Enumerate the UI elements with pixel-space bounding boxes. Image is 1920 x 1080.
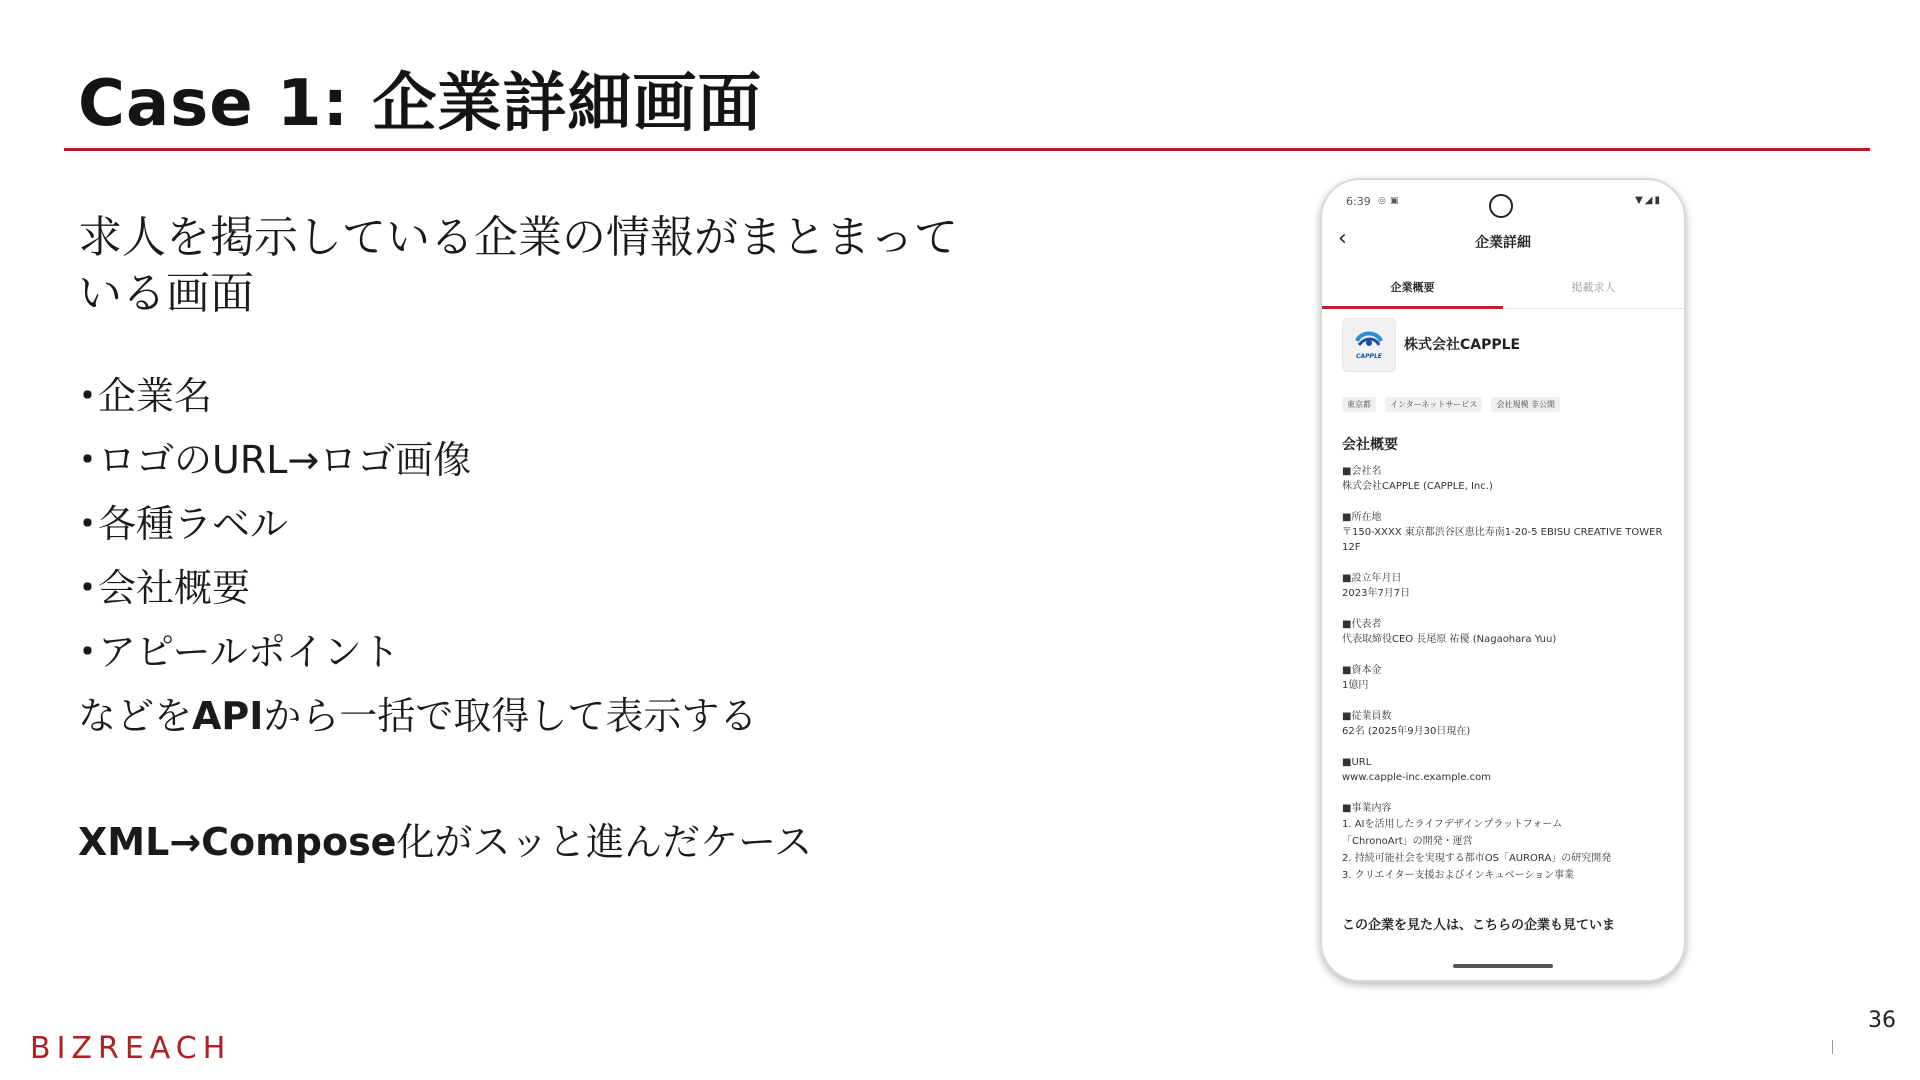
feature-item: ･アピールポイント [78,630,400,674]
label-chips [1342,392,1664,410]
detail-item: ■URL www.capple-inc.example.com [1342,755,1664,785]
feature-item: ･会社概要 [78,566,251,610]
company-header [1342,318,1664,374]
brand-logo [30,1030,280,1066]
feature-item: ･企業名 [78,374,213,418]
notification-icon: ▣ [1390,196,1399,206]
screen-title: 企業詳細 [1475,235,1531,251]
description-panel [78,210,978,874]
phone-mockup [1320,178,1686,982]
feature-list [78,364,978,684]
company-logo [1342,318,1396,372]
title-divider [64,148,1870,151]
detail-item: ■代表者 代表取締役CEO 長尾原 祐優 (Nagaohara Yuu) [1342,619,1557,645]
company-name: 株式会社CAPPLE [1404,337,1521,353]
company-content [1342,318,1664,933]
detail-item: ■会社名 株式会社CAPPLE (CAPPLE, Inc.) [1342,466,1493,492]
tab-bar [1322,272,1684,309]
camera-icon [1489,194,1513,218]
tab-overview[interactable]: 企業概要 [1322,272,1503,308]
page-number: 36 [1868,1008,1896,1033]
status-time: 6:39 [1346,195,1371,208]
status-bar [1322,180,1684,210]
detail-item: ■所在地 〒150-XXXX 東京都渋谷区恵比寿南1-20-5 EBISU CREATIVE TOWER 12F [1342,512,1663,553]
chip-label: 会社規模 非公開 [1491,397,1560,412]
company-logo-text: CAPPLE [1356,353,1382,360]
chip-label: インターネットサービス [1385,397,1482,412]
detail-item: ■従業員数 62名 (2025年9月30日現在) [1342,711,1471,737]
lead-text: 求人を掲示している企業の情報がまとまっている画面 [78,212,958,319]
feature-item: ･ロゴのURL→ロゴ画像 [78,438,472,482]
tab-jobs[interactable]: 掲載求人 [1571,281,1616,294]
related-companies-heading: この企業を見た人は、こちらの企業も見ていま [1342,918,1616,933]
page-divider [1832,1040,1833,1054]
svg-text:BIZREACH: BIZREACH [30,1031,232,1062]
slide-title: Case 1: 企業詳細画面 [78,67,763,141]
detail-item: ■設立年月日 2023年7月7日 [1342,573,1411,599]
overview-heading: 会社概要 [1342,437,1398,453]
summary-line: などをAPIから一括で取得して表示する [78,694,758,738]
chip-label: 東京都 [1342,397,1376,412]
shield-icon: ◎ [1378,196,1386,206]
home-indicator[interactable] [1453,964,1553,968]
back-arrow-icon[interactable]: ‹ [1338,226,1347,251]
bizreach-logo-icon [30,1030,280,1062]
signal-battery-icon: ▼◢▮ [1635,195,1662,206]
company-url-link[interactable]: www.capple-inc.example.com [1342,772,1492,783]
app-bar [1322,224,1684,264]
detail-item: ■資本金 1億円 [1342,665,1382,691]
closing-line: XML→Compose化がスッと進んだケース [78,820,813,864]
feature-item: ･各種ラベル [78,502,289,546]
capple-logo-icon [1343,319,1395,371]
business-detail: ■事業内容 1. AIを活用したライフデザインプラットフォーム 「ChronoArt」の開発・運営 2. 持続可能社会を実現する都市OS「AURORA」の研究開発 3. クリエイター支援およびインキュベーション事業 [1342,803,1612,881]
